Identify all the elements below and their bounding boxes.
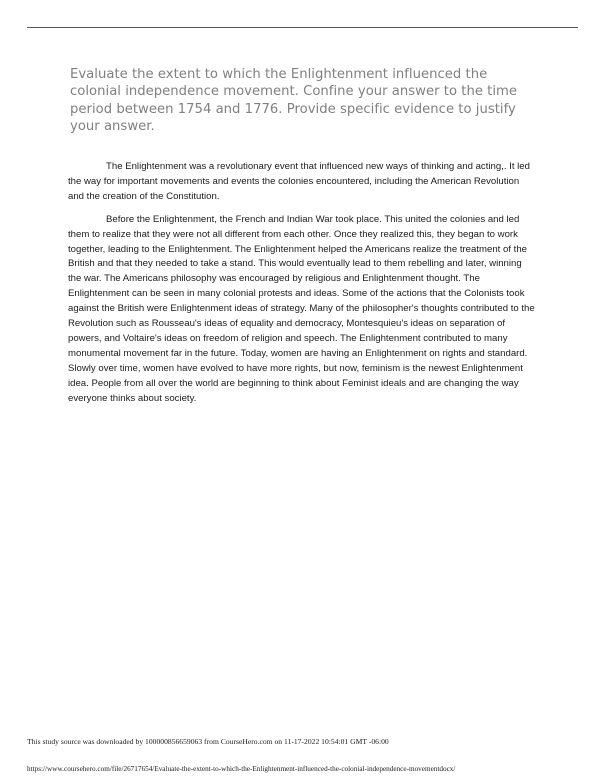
coursehero-attribution-line: This study source was downloaded by 100000856659063 from CourseHero.com on 11-17-2022 10:54:01 GMT -06:00 — [27, 737, 389, 746]
header-divider-rule — [27, 27, 578, 28]
essay-paragraph: Before the Enlightenment, the French and Indian War took place. This united the colonies and led them to realize that they were not all different from each other. Once they realized this, they began to work together, leading to the Enlightenment. The Enlightenment helped the Americans realize the treatment of the British and that they needed to take a stand. This would eventually lead to them rebelling and later, winning the war. The Americans philosophy was encouraged by religious and Enlightenment thought. The Enlightenment can be seen in many colonial protests and ideas. Some of the actions that the Colonists took against the British were Enlightenment ideas of strategy. Many of the philosopher's thoughts contributed to the Revolution such as Rousseau's ideas of equality and democracy, Montesquieu's ideas on separation of powers, and Voltaire's ideas on freedom of religion and speech. The Enlightenment contributed to many monumental movement far in the future. Today, women are having an Enlightenment on rights and standard. Slowly over time, women have evolved to have more rights, but now, feminism is the newest Enlightenment idea. People from all over the world are beginning to think about Feminist ideals and are changing the way everyone thinks about society. — [68, 213, 535, 404]
assignment-prompt: Evaluate the extent to which the Enlightenment influenced the colonial independence movement. Confine your answer to the time period between 1754 and 1776. Provide specific evidence to justify your answer. — [70, 67, 518, 135]
coursehero-source-url[interactable]: https://www.coursehero.com/file/26717654/Evaluate-the-extent-to-which-the-Enlightenment-influenced-the-colonial-independence-movementdocx/ — [27, 765, 456, 773]
essay-body — [68, 160, 535, 407]
essay-paragraph: The Enlightenment was a revolutionary event that influenced new ways of thinking and acting,. It led the way for important movements and events the colonies encountered, including the American Revolution and the creation of the Constitution. — [68, 161, 530, 202]
